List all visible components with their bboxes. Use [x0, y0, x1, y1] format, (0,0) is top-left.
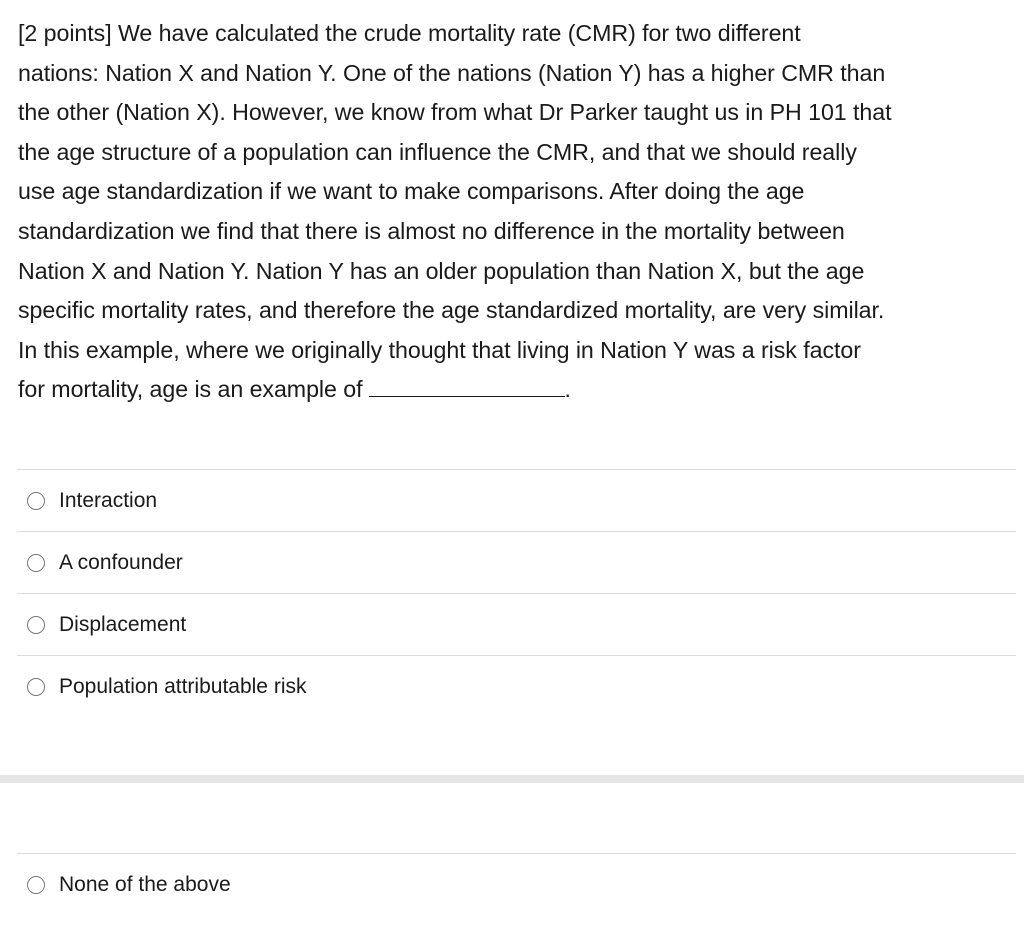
answer-blank — [369, 376, 565, 397]
question-line-1: [2 points] We have calculated the crude mortality rate (CMR) for two different — [18, 20, 801, 46]
radio-button-icon[interactable] — [27, 554, 45, 572]
option-displacement[interactable] — [17, 593, 1016, 655]
question-line-2: nations: Nation X and Nation Y. One of the nations (Nation Y) has a higher CMR than — [18, 59, 886, 86]
radio-button-icon[interactable] — [27, 492, 45, 510]
option-a-confounder[interactable] — [17, 531, 1016, 593]
question-line-5: use age standardization if we want to make comparisons. After doing the age — [18, 178, 805, 205]
question-line-4: the age structure of a population can influence the CMR, and that we should really — [18, 138, 857, 165]
question-line-3: the other (Nation X). However, we know from what Dr Parker taught us in PH 101 that — [18, 99, 892, 126]
question-line-9: In this example, where we originally thought that living in Nation Y was a risk factor — [18, 336, 861, 363]
option-label: Interaction — [59, 488, 158, 512]
option-label: None of the above — [59, 872, 231, 896]
radio-button-icon[interactable] — [27, 678, 45, 696]
extra-answer-options — [17, 853, 1016, 915]
question-line-8: specific mortality rates, and therefore the age standardized mortality, are very similar. — [18, 297, 885, 324]
option-label: A confounder — [59, 550, 183, 574]
option-label: Population attributable risk — [59, 674, 307, 698]
radio-button-icon[interactable] — [27, 876, 45, 894]
question-last-line-text: for mortality, age is an example of — [18, 376, 363, 403]
answer-options — [17, 469, 1016, 717]
question-line-6: standardization we find that there is almost no difference in the mortality between — [18, 217, 845, 244]
option-label: Displacement — [59, 612, 187, 636]
question-text — [18, 14, 1018, 410]
option-interaction[interactable] — [17, 469, 1016, 531]
question-line-10 — [18, 370, 1018, 410]
section-divider — [0, 775, 1024, 783]
option-none-of-the-above[interactable] — [17, 853, 1016, 915]
question-last-line-period: . — [564, 376, 571, 403]
radio-button-icon[interactable] — [27, 616, 45, 634]
question-line-7: Nation X and Nation Y. Nation Y has an older population than Nation X, but the age — [18, 257, 865, 284]
option-population-attributable-risk[interactable] — [17, 655, 1016, 717]
